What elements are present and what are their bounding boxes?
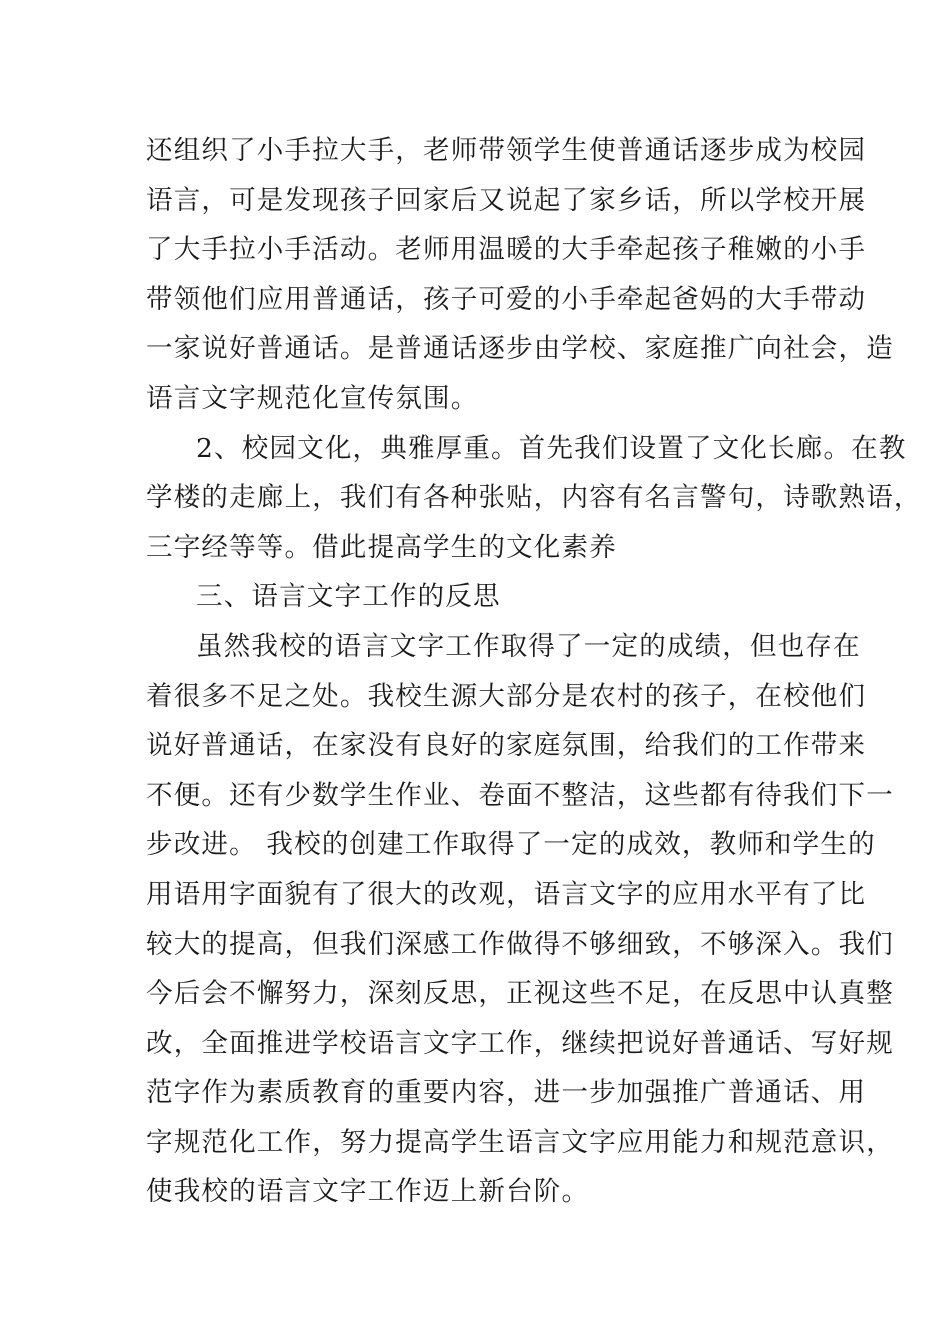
text-line: 较大的提高，但我们深感工作做得不够细致，不够深入。我们: [146, 928, 894, 960]
text-line: 使我校的语言文字工作迈上新台阶。: [146, 1176, 590, 1208]
text-line: 三字经等等。借此提高学生的文化素养: [146, 531, 617, 563]
paragraph-start-line: 虽然我校的语言文字工作取得了一定的成绩，但也存在: [196, 630, 861, 662]
text-line: 了大手拉小手活动。老师用温暖的大手牵起孩子稚嫩的小手: [146, 234, 867, 266]
text-line: 语言，可是发现孩子回家后又说起了家乡话，所以学校开展: [146, 184, 867, 216]
section-heading: 三、语言文字工作的反思: [196, 581, 501, 613]
text-line: 改，全面推进学校语言文字工作，继续把说好普通话、写好规: [146, 1027, 894, 1059]
text-line: 步改进。 我校的创建工作取得了一定的成效，教师和学生的: [146, 829, 876, 861]
text-line: 说好普通话，在家没有良好的家庭氛围，给我们的工作带来: [146, 730, 867, 762]
text-line: 带领他们应用普通话，孩子可爱的小手牵起爸妈的大手带动: [146, 283, 867, 315]
text-line: 范字作为素质教育的重要内容，进一步加强推广普通话、用: [146, 1077, 867, 1109]
text-line: 不便。还有少数学生作业、卷面不整洁，这些都有待我们下一: [146, 779, 894, 811]
text-line: 一家说好普通话。是普通话逐步由学校、家庭推广向社会，造: [146, 333, 894, 365]
text-line: 用语用字面貌有了很大的改观，语言文字的应用水平有了比: [146, 878, 867, 910]
text-line: 着很多不足之处。我校生源大部分是农村的孩子，在校他们: [146, 680, 867, 712]
text-line: 今后会不懈努力，深刻反思，正视这些不足，在反思中认真整: [146, 978, 894, 1010]
document-body: [146, 126, 922, 1217]
text-line: 学楼的走廊上，我们有各种张贴，内容有名言警句，诗歌熟语，: [146, 482, 922, 514]
text-line: 还组织了小手拉大手，老师带领学生使普通话逐步成为校园: [146, 135, 867, 166]
text-line: 语言文字规范化宣传氛围。: [146, 382, 479, 414]
text-line: 字规范化工作，努力提高学生语言文字应用能力和规范意识，: [146, 1126, 894, 1158]
paragraph-start-line: 2、校园文化，典雅厚重。首先我们设置了文化长廊。在教: [196, 432, 907, 464]
